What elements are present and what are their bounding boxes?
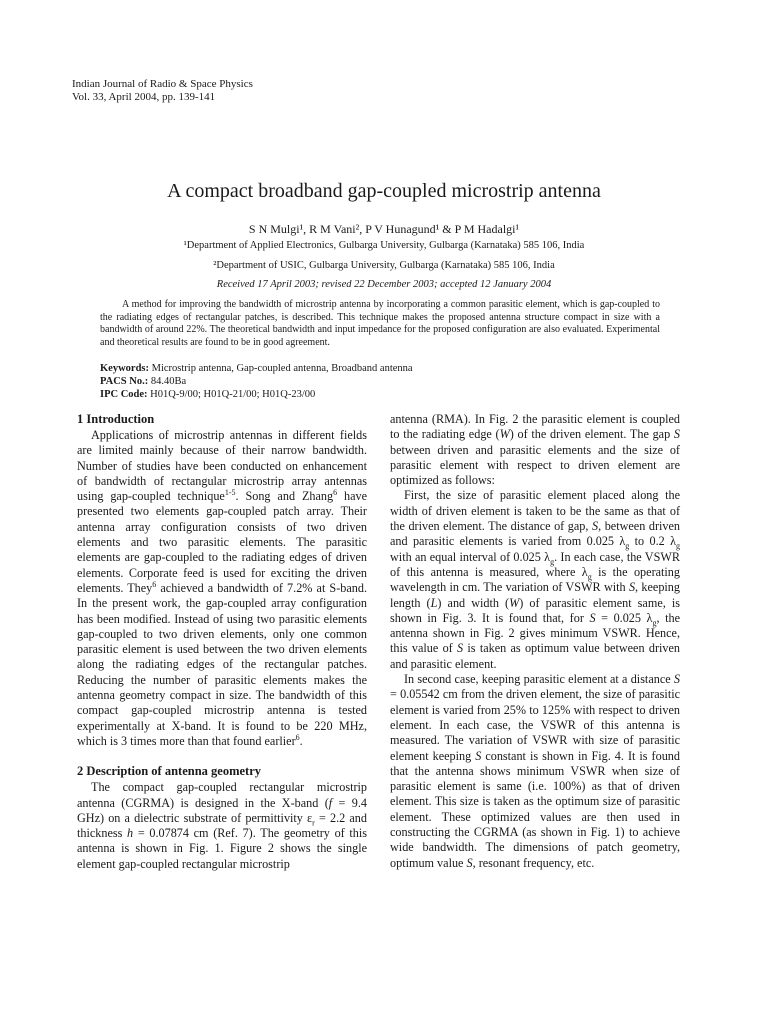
right-column	[390, 412, 680, 871]
journal-header	[72, 78, 253, 104]
metadata-block	[100, 362, 413, 401]
pacs-value: 84.40Ba	[150, 376, 187, 387]
intro-heading: 1 Introduction	[77, 412, 155, 426]
keywords-value: Microstrip antenna, Gap-coupled antenna, Broadband antenna	[151, 363, 413, 374]
intro-paragraph: Applications of microstrip antennas in different fields are limited mainly because of their narrow bandwidth. Number of studies have been conducted on enhancement of bandwidth of rectangular microstrip array antennas using gap-coupled technique$^{1-5}$. Song and Zhang$^6$ have presented two elements gap-coupled patch array. Their antenna array configuration consists of two driven elements and two parasitic elements. The parasitic elements are gap-coupled to the radiating edges of driven elements. Corporate feed is used for exciting the driven elements. They$^6$ achieved a bandwidth of 7.2% at S-band. In the present work, the gap-coupled array configuration has been modified. Instead of using two parasitic elements gap-coupled to two driven elements, only one common parasitic element is used between the two driven elements along the radiating edges of the rectangular patches. Reducing the number of parasitic elements makes the antenna geometry compact in size. The bandwidth of this compact gap-coupled microstrip antenna is tested experimentally at X-band. It is found to be 220 MHz, which is 3 times more than that found earlier$^6$.	[77, 428, 367, 748]
second-case-paragraph: In second case, keeping parasitic element at a distance S = 0.05542 cm from the driven element, the size of parasitic element is varied from 25% to 125% with respect to driven element. In each case, the VSWR of this antenna is measured. The variation of VSWR with size of parasitic element keeping S constant is shown in Fig. 4. It is found that the antenna shows minimum VSWR when size of parasitic element is same (i.e. 100%) as that of driven element. This size is taken as the optimum size of parasitic element. These optimized values are then used in constructing the CGRMA (as shown in Fig. 1) to achieve wide bandwidth. The dimensions of patch geometry, optimum value S, resonant frequency, etc.	[390, 672, 680, 870]
left-column	[77, 412, 367, 872]
affiliation-1: ¹Department of Applied Electronics, Gulbarga University, Gulbarga (Karnataka) 585 106, India	[183, 240, 585, 251]
geometry-paragraph: The compact gap-coupled rectangular microstrip antenna (CGRMA) is designed in the X-band (f = 9.4 GHz) on a dielectric substrate of permittivity $\varepsilon_r = 2.2$ and thickness h = 0.07874 cm (Ref. 7). The geometry of this antenna is shown in Fig. 1. Figure 2 shows the single element gap-coupled rectangular microstrip	[77, 780, 368, 871]
paper-title: A compact broadband gap-coupled microstrip antenna	[167, 180, 601, 202]
journal-name: Indian Journal of Radio & Space Physics	[72, 78, 253, 90]
ipc-line	[100, 388, 413, 401]
keywords-line	[100, 362, 413, 375]
keywords-label: Keywords:	[100, 363, 149, 374]
pacs-label: PACS No.:	[100, 376, 149, 387]
geometry-heading: 2 Description of antenna geometry	[77, 764, 261, 779]
journal-volume: Vol. 33, April 2004, pp. 139-141	[72, 91, 216, 103]
first-case-paragraph: First, the size of parasitic element placed along the width of driven element is taken to be the same as that of the driven element. The distance of gap, S, between driven and parasitic elements is varied from 0.025 $\lambda_g$ to 0.2 $\lambda_g$ with an equal interval of 0.025 $\lambda_g$. In each case, the VSWR of this antenna is measured, where $\lambda_g$ is the operating wavelength in cm. The variation of VSWR with S, keeping length (L) and width (W) of parasitic element same, is shown in Fig. 3. It is found that, for S = 0.025 $\lambda_g$, the antenna shown in Fig. 2 gives minimum VSWR. Hence, this value of S is taken as optimum value between driven and parasitic element.	[390, 488, 680, 671]
ipc-label: IPC Code:	[100, 389, 148, 400]
pacs-line	[100, 375, 413, 388]
submission-dates: Received 17 April 2003; revised 22 December 2003; accepted 12 January 2004	[216, 279, 552, 290]
continuation-paragraph: antenna (RMA). In Fig. 2 the parasitic element is coupled to the radiating edge (W) of the driven element. The gap S between driven and parasitic elements and the size of parasitic element with respect to driven element are optimized as follows:	[390, 412, 680, 488]
author-list: S N Mulgi¹, R M Vani², P V Hunagund¹ & P M Hadalgi¹	[248, 222, 520, 236]
ipc-value: H01Q-9/00; H01Q-21/00; H01Q-23/00	[150, 389, 316, 400]
abstract: A method for improving the bandwidth of microstrip antenna by incorporating a common parasitic element, which is gap-coupled to the radiating edges of rectangular patches, is described. This technique makes the proposed antenna structure compact in size with a bandwidth of around 22%. The theoretical bandwidth and input impedance for the proposed configuration are also evaluated. Experimental and theoretical results are found to be in good agreement.	[100, 299, 660, 348]
affiliation-2: ²Department of USIC, Gulbarga University, Gulbarga (Karnataka) 585 106, India	[213, 260, 555, 271]
